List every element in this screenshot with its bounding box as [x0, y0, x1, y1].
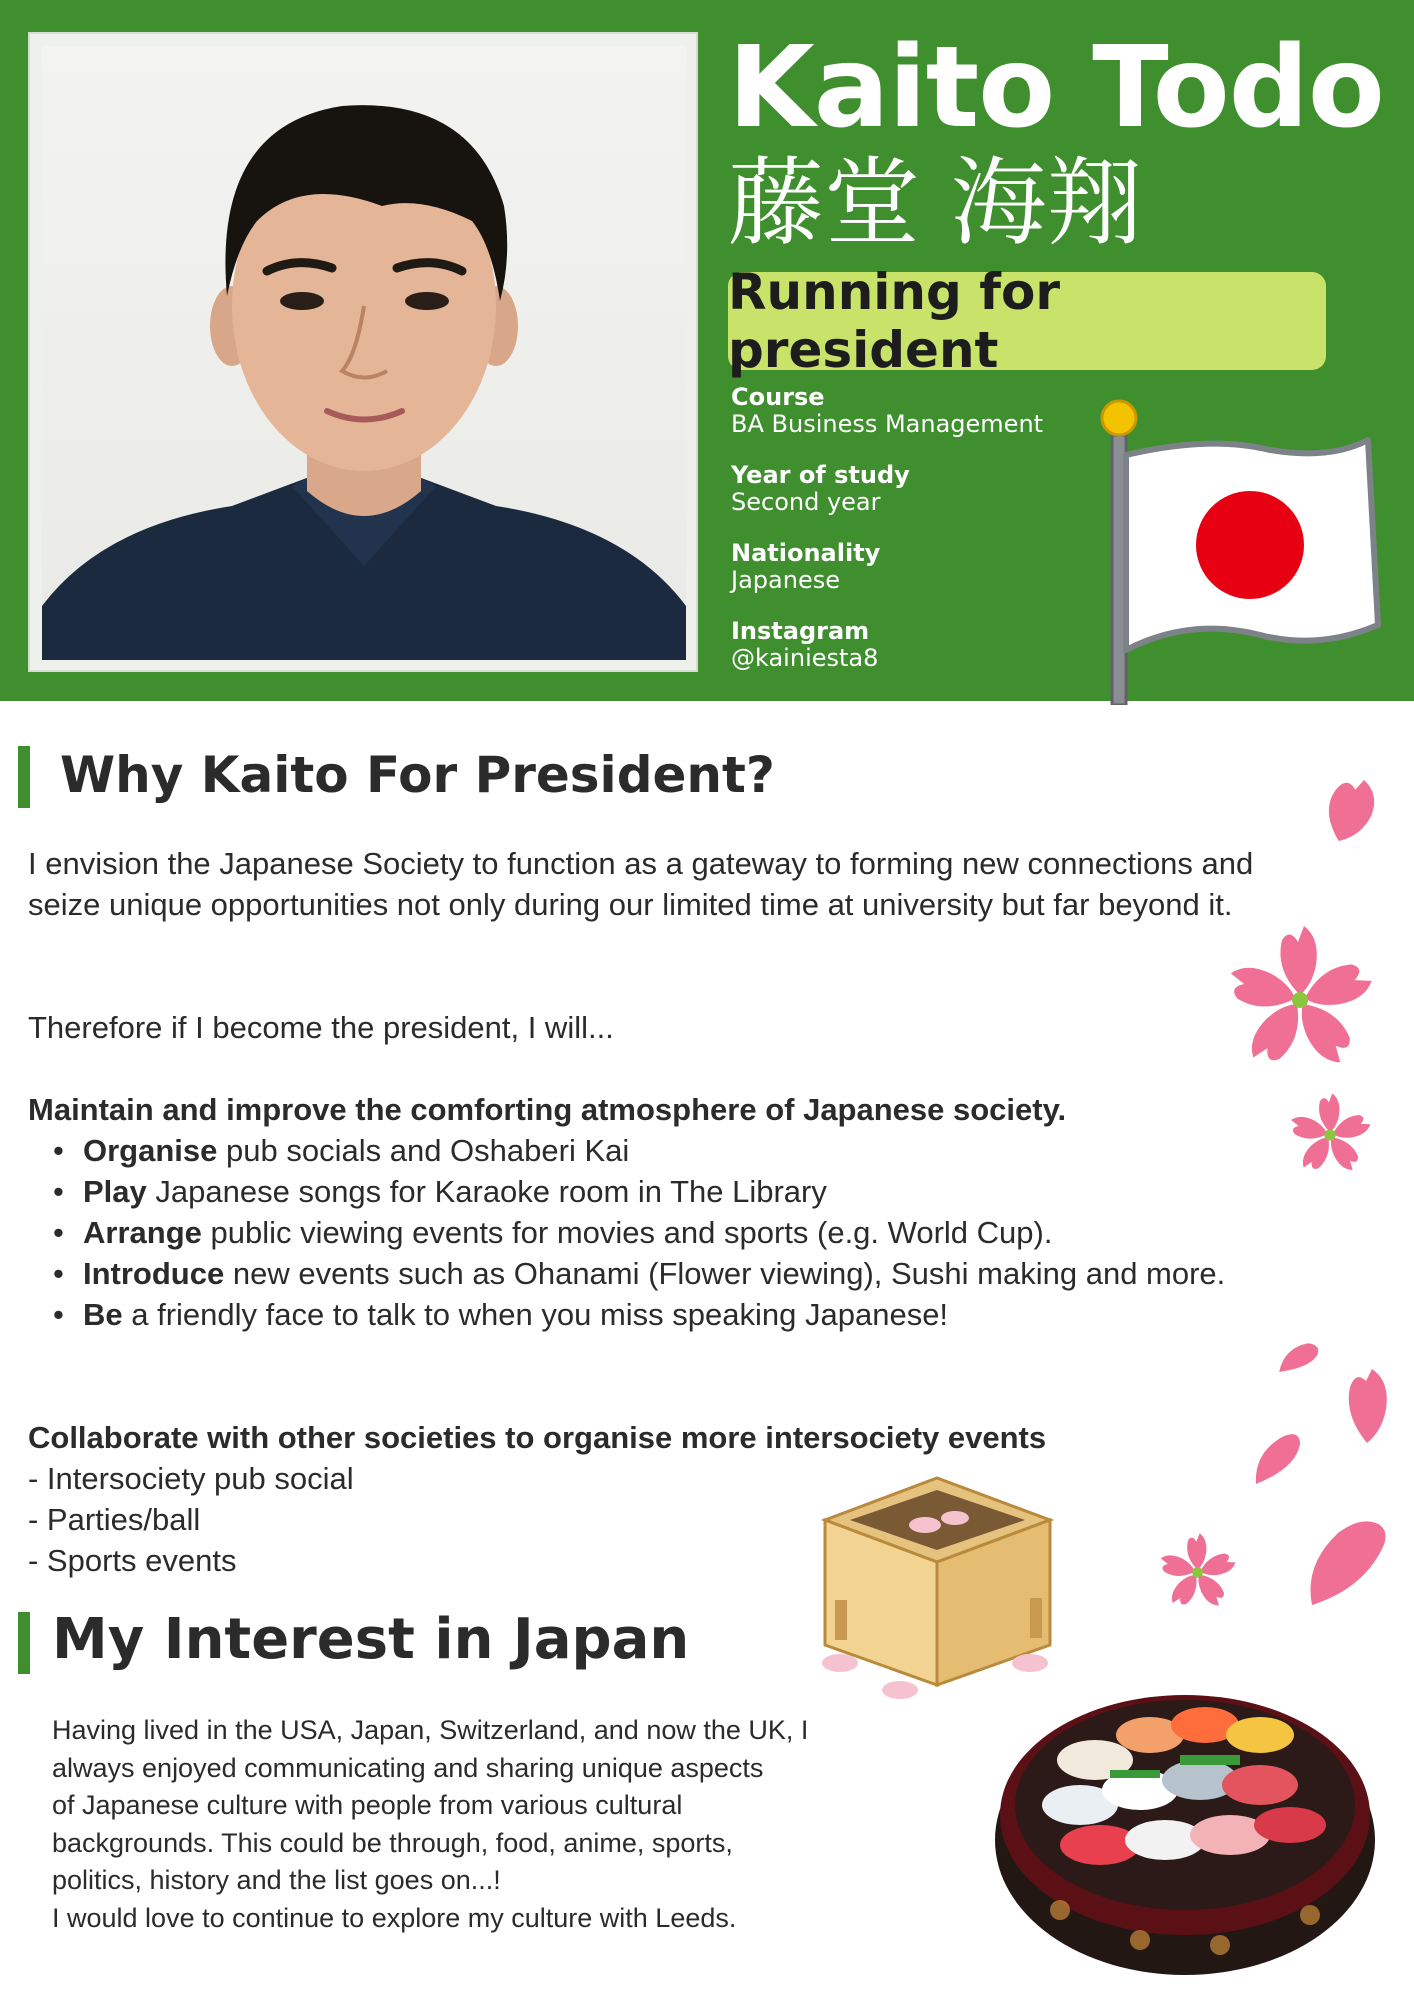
list-item: - Intersociety pub social — [28, 1461, 354, 1496]
sakura-petal-icon — [1250, 1428, 1305, 1488]
detail-label: Nationality — [731, 539, 881, 567]
sakura-flower-icon — [1155, 1530, 1240, 1615]
list-item — [83, 1130, 1288, 1171]
detail-label: Year of study — [731, 461, 910, 489]
detail-value: Second year — [731, 488, 881, 516]
interest-text — [52, 1712, 942, 1937]
detail-instagram — [731, 618, 878, 672]
interest-line: backgrounds. This could be through, food, anime, sports, — [52, 1827, 733, 1858]
interest-line: politics, history and the list goes on...! — [52, 1865, 501, 1895]
list-item — [83, 1294, 1288, 1335]
interest-heading: My Interest in Japan — [52, 1607, 690, 1672]
goal-collaborate-heading: Collaborate with other societies to organise more intersociety events — [28, 1420, 1047, 1455]
candidate-name: Kaito Todo — [728, 23, 1384, 153]
sakura-petal-icon — [1302, 1515, 1392, 1610]
interest-line: Having lived in the USA, Japan, Switzerland, and now the UK, I — [52, 1715, 809, 1745]
list-item-text: pub socials and Oshaberi Kai — [217, 1133, 630, 1168]
list-item-verb: Organise — [83, 1133, 218, 1168]
sakura-flower-icon — [1220, 920, 1380, 1080]
list-item-verb: Play — [83, 1174, 147, 1209]
detail-nationality — [731, 540, 880, 594]
why-intro: I envision the Japanese Society to function as a gateway to forming new connections and seize unique opportunities not only during our limited time at university but far beyond it. — [28, 846, 1254, 922]
position-badge: Running for president — [728, 272, 1326, 370]
detail-value: Japanese — [731, 566, 840, 594]
interest-line: always enjoyed communicating and sharing unique aspects — [52, 1752, 764, 1783]
detail-year — [731, 462, 910, 516]
candidate-name-japanese: 藤堂 海翔 — [728, 147, 1143, 259]
list-item — [83, 1253, 1288, 1294]
section-accent-bar — [18, 746, 30, 808]
goal-maintain — [28, 1089, 1288, 1335]
profile-header — [0, 0, 1414, 701]
list-item: - Sports events — [28, 1543, 237, 1578]
interest-line: I would love to continue to explore my culture with Leeds. — [52, 1902, 737, 1933]
detail-value: BA Business Management — [731, 410, 1044, 438]
list-item-text: public viewing events for movies and sports (e.g. World Cup). — [201, 1215, 1053, 1250]
list-item-text: a friendly face to talk to when you miss speaking Japanese! — [122, 1297, 949, 1332]
list-item-verb: Introduce — [83, 1256, 225, 1291]
list-item-verb: Arrange — [83, 1215, 202, 1250]
detail-course — [731, 384, 1043, 438]
detail-label: Instagram — [731, 617, 870, 645]
goal-maintain-list — [28, 1130, 1288, 1335]
list-item-text: new events such as Ohanami (Flower viewing), Sushi making and more. — [224, 1256, 1226, 1291]
sakura-petal-icon — [1320, 775, 1380, 845]
goal-maintain-heading: Maintain and improve the comforting atmosphere of Japanese society. — [28, 1092, 1067, 1127]
why-therefore: Therefore if I become the president, I will... — [28, 1010, 614, 1045]
candidate-photo — [42, 46, 686, 660]
portrait-frame — [28, 32, 698, 672]
sushi-bento-icon — [990, 1640, 1380, 1980]
interest-line: of Japanese culture with people from various cultural — [52, 1790, 683, 1820]
detail-value: @kainiesta8 — [731, 644, 879, 672]
section-accent-bar — [18, 1612, 30, 1674]
list-item: - Parties/ball — [28, 1502, 201, 1537]
list-item — [83, 1171, 1288, 1212]
sakura-petal-icon — [1275, 1340, 1325, 1380]
list-item — [83, 1212, 1288, 1253]
sakura-flower-icon — [1285, 1090, 1375, 1180]
list-item-text: Japanese songs for Karaoke room in The Library — [146, 1174, 827, 1209]
list-item-verb: Be — [83, 1297, 123, 1332]
why-heading: Why Kaito For President? — [60, 746, 775, 804]
detail-label: Course — [731, 383, 825, 411]
japan-flag-icon — [1100, 395, 1400, 705]
sakura-petal-icon — [1342, 1365, 1392, 1445]
